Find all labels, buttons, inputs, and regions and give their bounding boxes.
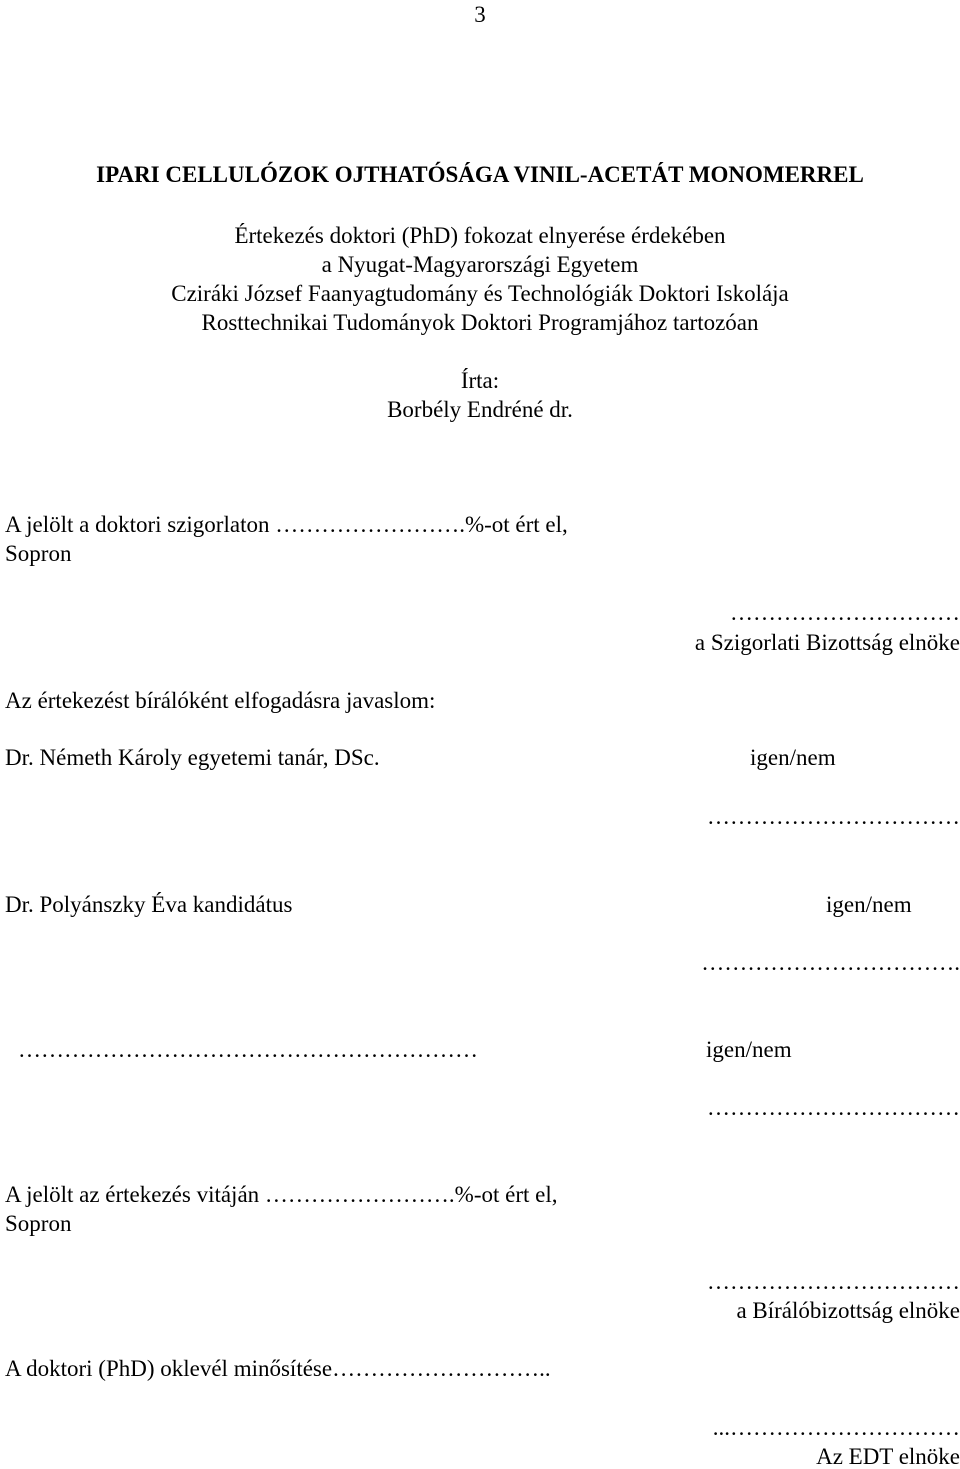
defense-signature-dots: …………………………… bbox=[707, 1269, 960, 1294]
reviewer-1-signature-dots: …………………………… bbox=[707, 804, 960, 829]
reviewer-2-name: Dr. Polyánszky Éva kandidátus bbox=[5, 892, 293, 917]
reviewer-3-name: …………………………………………………… bbox=[18, 1037, 478, 1062]
defense-signature-role: a Bírálóbizottság elnöke bbox=[736, 1298, 960, 1323]
subtitle-line-1: Értekezés doktori (PhD) fokozat elnyerése érdekében bbox=[234, 223, 726, 248]
exam-place: Sopron bbox=[5, 541, 72, 566]
author-label: Írta: bbox=[460, 368, 500, 393]
defense-result-text: A jelölt az értekezés vitáján …………………….%-ot ért el, bbox=[5, 1182, 558, 1207]
subtitle-line-3: Cziráki József Faanyagtudomány és Technológiák Doktori Iskolája bbox=[171, 281, 789, 306]
reviewer-3-choice: igen/nem bbox=[706, 1037, 792, 1062]
qualification-signature-role: Az EDT elnöke bbox=[816, 1444, 960, 1469]
reviewer-1-choice: igen/nem bbox=[750, 745, 836, 770]
author-name: Borbély Endréné dr. bbox=[387, 397, 573, 422]
reviewer-1-name: Dr. Németh Károly egyetemi tanár, DSc. bbox=[5, 745, 380, 770]
exam-signature-dots: ………………………… bbox=[730, 600, 960, 625]
reviewer-3-signature-dots: …………………………… bbox=[707, 1095, 960, 1120]
reviewer-2-choice: igen/nem bbox=[826, 892, 912, 917]
subtitle-line-4: Rosttechnikai Tudományok Doktori Programjához tartozóan bbox=[201, 310, 759, 335]
document-title: IPARI CELLULÓZOK OJTHATÓSÁGA VINIL-ACETÁT MONOMERREL bbox=[96, 162, 864, 187]
exam-result-text: A jelölt a doktori szigorlaton …………………….%-ot ért el, bbox=[5, 512, 568, 537]
reviewer-2-signature-dots: ……………………………. bbox=[701, 950, 960, 975]
page-number: 3 bbox=[474, 2, 486, 27]
qualification-text: A doktori (PhD) oklevél minősítése……………………….. bbox=[5, 1356, 551, 1381]
qualification-signature-dots: ...………………………… bbox=[712, 1415, 960, 1440]
defense-place: Sopron bbox=[5, 1211, 72, 1236]
exam-signature-role: a Szigorlati Bizottság elnöke bbox=[694, 630, 960, 655]
subtitle-line-2: a Nyugat-Magyarországi Egyetem bbox=[321, 252, 639, 277]
reviewers-intro: Az értekezést bírálóként elfogadásra javaslom: bbox=[5, 688, 436, 713]
